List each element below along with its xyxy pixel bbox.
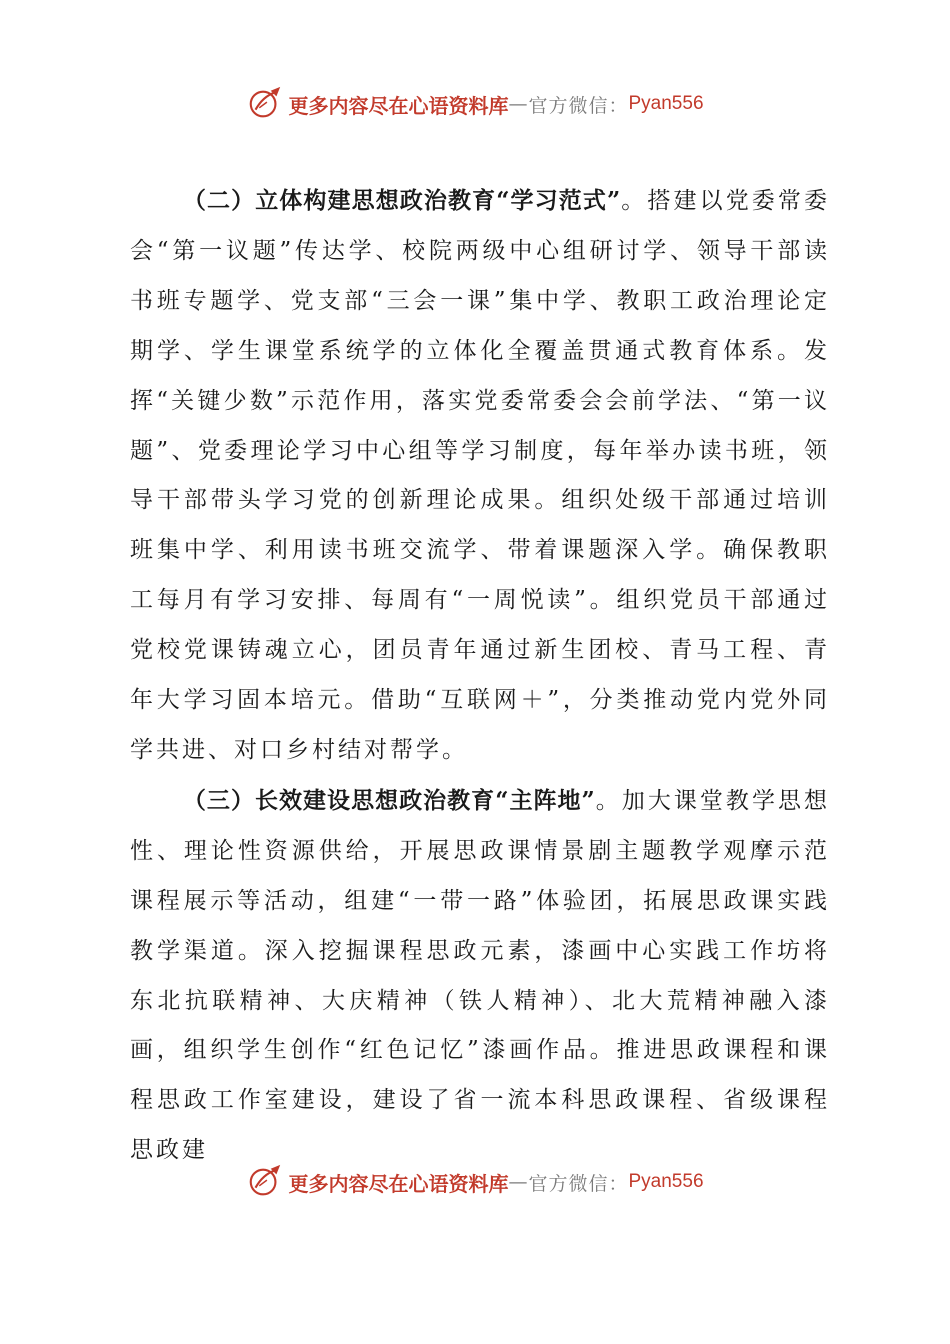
- banner-wechat-id: Pyan556: [628, 93, 704, 114]
- paragraph-2: [130, 176, 830, 776]
- pen-logo-icon: [246, 85, 284, 123]
- banner-site-text: 更多内容尽在心语资料库: [288, 93, 509, 118]
- banner-label: 官方微信：: [528, 1172, 629, 1195]
- header-banner: [0, 82, 950, 126]
- document-body: [130, 176, 830, 1176]
- paragraph-3: [130, 776, 830, 1176]
- footer-banner: [0, 1160, 950, 1204]
- pen-logo-icon: [246, 1163, 284, 1201]
- paragraph-text: 。加大课堂教学思想性、理论性资源供给，开展思政课情景剧主题教学观摩示范课程展示等活动，组建“一带一路”体验团，拓展思政课实践教学渠道。深入挖掘课程思政元素，漆画中心实践工作坊将东北抗联精神、大庆精神（铁人精神）、北大荒精神融入漆画，组织学生创作“红色记忆”漆画作品。推进思政课程和课程思政工作室建设，建设了省一流本科思政课程、省级课程思政建: [130, 787, 831, 1164]
- banner-dash: —: [508, 1171, 529, 1193]
- paragraph-text: 。搭建以党委常委会“第一议题”传达学、校院两级中心组研讨学、领导干部读书班专题学、党支部“三会一课”集中学、教职工政治理论定期学、学生课堂系统学的立体化全覆盖贯通式教育体系。发挥“关键少数”示范作用，落实党委常委会会前学法、“第一议题”、党委理论学习中心组等学习制度，每年举办读书班，领导干部带头学习党的创新理论成果。组织处级干部通过培训班集中学、利用读书班交流学、带着课题深入学。确保教职工每月有学习安排、每周有“一周悦读”。组织党员干部通过党校党课铸魂立心，团员青年通过新生团校、青马工程、青年大学习固本培元。借助“互联网＋”，分类推动党内党外同学共进、对口乡村结对帮学。: [130, 188, 830, 763]
- banner-wechat-id: Pyan556: [628, 1171, 704, 1192]
- banner-site-text: 更多内容尽在心语资料库: [288, 1171, 509, 1196]
- banner-label: 官方微信：: [528, 94, 629, 117]
- paragraph-heading: （二）立体构建思想政治教育“学习范式”: [182, 187, 622, 214]
- banner-dash: —: [508, 93, 529, 115]
- paragraph-heading: （三）长效建设思想政治教育“主阵地”: [182, 786, 596, 814]
